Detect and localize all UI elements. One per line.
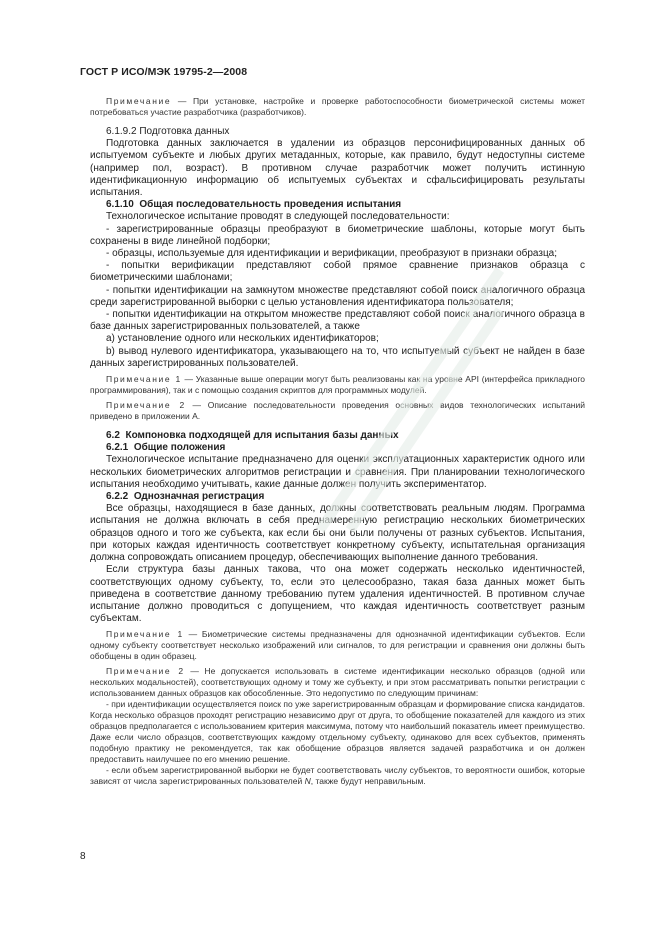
list-item: - зарегистрированные образцы преобразуют в биометрические шаблоны, которые могут быть сохранены в виде линейной подборки; [90,223,585,247]
section-6-1-10-note-2 [90,400,585,422]
section-6-2-heading [90,430,585,442]
variable-n: N [304,776,311,787]
section-6-1-9-2-paragraph: Подготовка данных заключается в удалении из образцов персонифицированных данных об испытуемом субъекте и любых других метаданных, которые, как правило, будут недоступны системе (например пол, возраст). В противном случае разработчик может получить истинную идентификационную информацию об испытуемых субъектах и сфальсифицировать результаты испытания. [90,138,585,199]
heading-text: Общие положения [133,442,226,454]
section-6-1-10-heading [90,199,585,211]
note-label: Примечание 2 [106,400,186,411]
list-item: - попытки идентификации на замкнутом множестве представляют собой поиск аналогичного образца среди зарегистрированной выборки с целью установления идентификатора пользователя; [90,284,585,308]
section-6-2-1-paragraph: Технологическое испытание предназначено для оценки эксплуатационных характеристик одного или нескольких биометрических алгоритмов регистрации и сравнения. При планировании технологического испытания необходимо учитывать, какие данные должен получить экспериментатор. [90,454,585,490]
section-6-1-10-intro: Технологическое испытание проводят в следующей последовательности: [106,211,450,223]
list-item: - попытки идентификации на открытом множестве представляют собой поиск аналогичного образца в базе данных зарегистрированных пользователей, а также [90,309,585,333]
heading-text: Общая последовательность проведения испытания [139,199,402,211]
heading-text: Однозначная регистрация [133,491,265,503]
heading-number: 6.2 [106,430,120,442]
heading-number: 6.1.10 [106,199,134,211]
note-list-item: - при идентификации осуществляется поиск по уже зарегистрированным образцам и формирование списка кандидатов. Когда несколько образцов проходят регистрацию независимо друг от друга, то обобщение показателей для каждого из этих образцов предполагается с использованием критерия максимума, потому что наибольший показатель имеет преимущество. Даже если число образцов, соответствующих каждому отдельному субъекту, одинаково для всех субъектов, применять подобную практику не рекомендуется, так как обобщение образцов является задачей разработчика и он должен предоставить наилучшее по его мнению решение. [90,699,585,765]
note-text: — Биометрические системы предназначены для однозначной идентификации субъектов. Если одному субъекту соответствует несколько изображений или сигналов, то для регистрации и сравнения они должны быть обобщены в один образец. [90,629,585,662]
heading-number: 6.2.1 [106,442,129,454]
section-6-2-2-paragraph-1: Все образцы, находящиеся в базе данных, должны соответствовать реальным людям. Программа испытания не должна включать в себя преднамеренную регистрацию нескольких биометрических образцов одного и того же субъекта, как если бы они были получены от разных субъектов. Испытания, при которых каждая идентичность соответствует конкретному субъекту, испытательная организация должна сопровождать описанием процедур, обеспечивающих выполнение данного требования. [90,503,585,564]
note-label: Примечание 1 [106,374,182,385]
document-header: ГОСТ Р ИСО/МЭК 19795-2—2008 [80,66,248,78]
note-text: — При установке, настройке и проверке работоспособности биометрической системы может потребоваться участие разработчика (разработчиков). [90,96,585,117]
note-label: Примечание 2 [106,666,185,677]
section-6-2-2-note-1 [90,629,585,662]
note-intro [90,96,585,118]
heading-number: 6.2.2 [106,491,129,503]
section-6-1-9-2-heading: 6.1.9.2 Подготовка данных [106,126,230,137]
section-6-2-1-heading [90,442,585,454]
note-text: — Описание последовательности проведения основных видов технологических испытаний приведено в приложении А. [90,400,585,422]
document-body [90,96,585,787]
note-text: — Не допускается использовать в системе идентификации несколько образцов (одной или нескольких модальностей), соответствующих одному и тому же субъекту, и при этом рассматривать попытки регистрации с использованием данных образцов как обособленные. Это недопустимо по следующим причинам: [90,666,585,699]
note-text: — Указанные выше операции могут быть реализованы как на уровне API (интерфейса прикладного программирования), так и с помощью создания скриптов для программных модулей. [90,374,585,396]
list-item: - образцы, используемые для идентификации и верификации, преобразуют в признаки образца; [106,248,558,260]
note-list-item-text: - если объем зарегистрированной выборки не будет соответствовать числу субъектов, то вероятности ошибок, которые зависят от числа зарегистрированных пользователей [90,765,585,787]
note-list-item-text: , также будут неправильным. [310,776,426,787]
list-item: - попытки верификации представляют собой прямое сравнение признаков образца с биометрическими шаблонами; [90,260,585,284]
section-6-2-2-note-2 [90,666,585,699]
note-list-item [90,765,585,787]
heading-text: Компоновка подходящей для испытания базы данных [125,430,399,442]
note-label: Примечание 1 [106,629,184,640]
section-6-2-2-heading [90,491,585,503]
sub-list-item: b) вывод нулевого идентификатора, указывающего на то, что испытуемый субъект не найден в базе данных зарегистрированных пользователей. [90,345,585,369]
section-6-2-2-paragraph-2: Если структура базы данных такова, что она может содержать несколько идентичностей, соответствующих одному субъекту, то, если это целесообразно, такая база данных может быть приведена в соответствие данному требованию путем удаления идентичностей. В противном случае испытание должно проводиться с допущением, что каждая идентичность соответствует разным субъектам. [90,564,585,625]
sub-list-item: а) установление одного или нескольких идентификаторов; [106,333,379,345]
page-number: 8 [80,851,86,862]
section-6-1-10-note-1 [90,374,585,396]
note-label: Примечание [106,96,172,106]
